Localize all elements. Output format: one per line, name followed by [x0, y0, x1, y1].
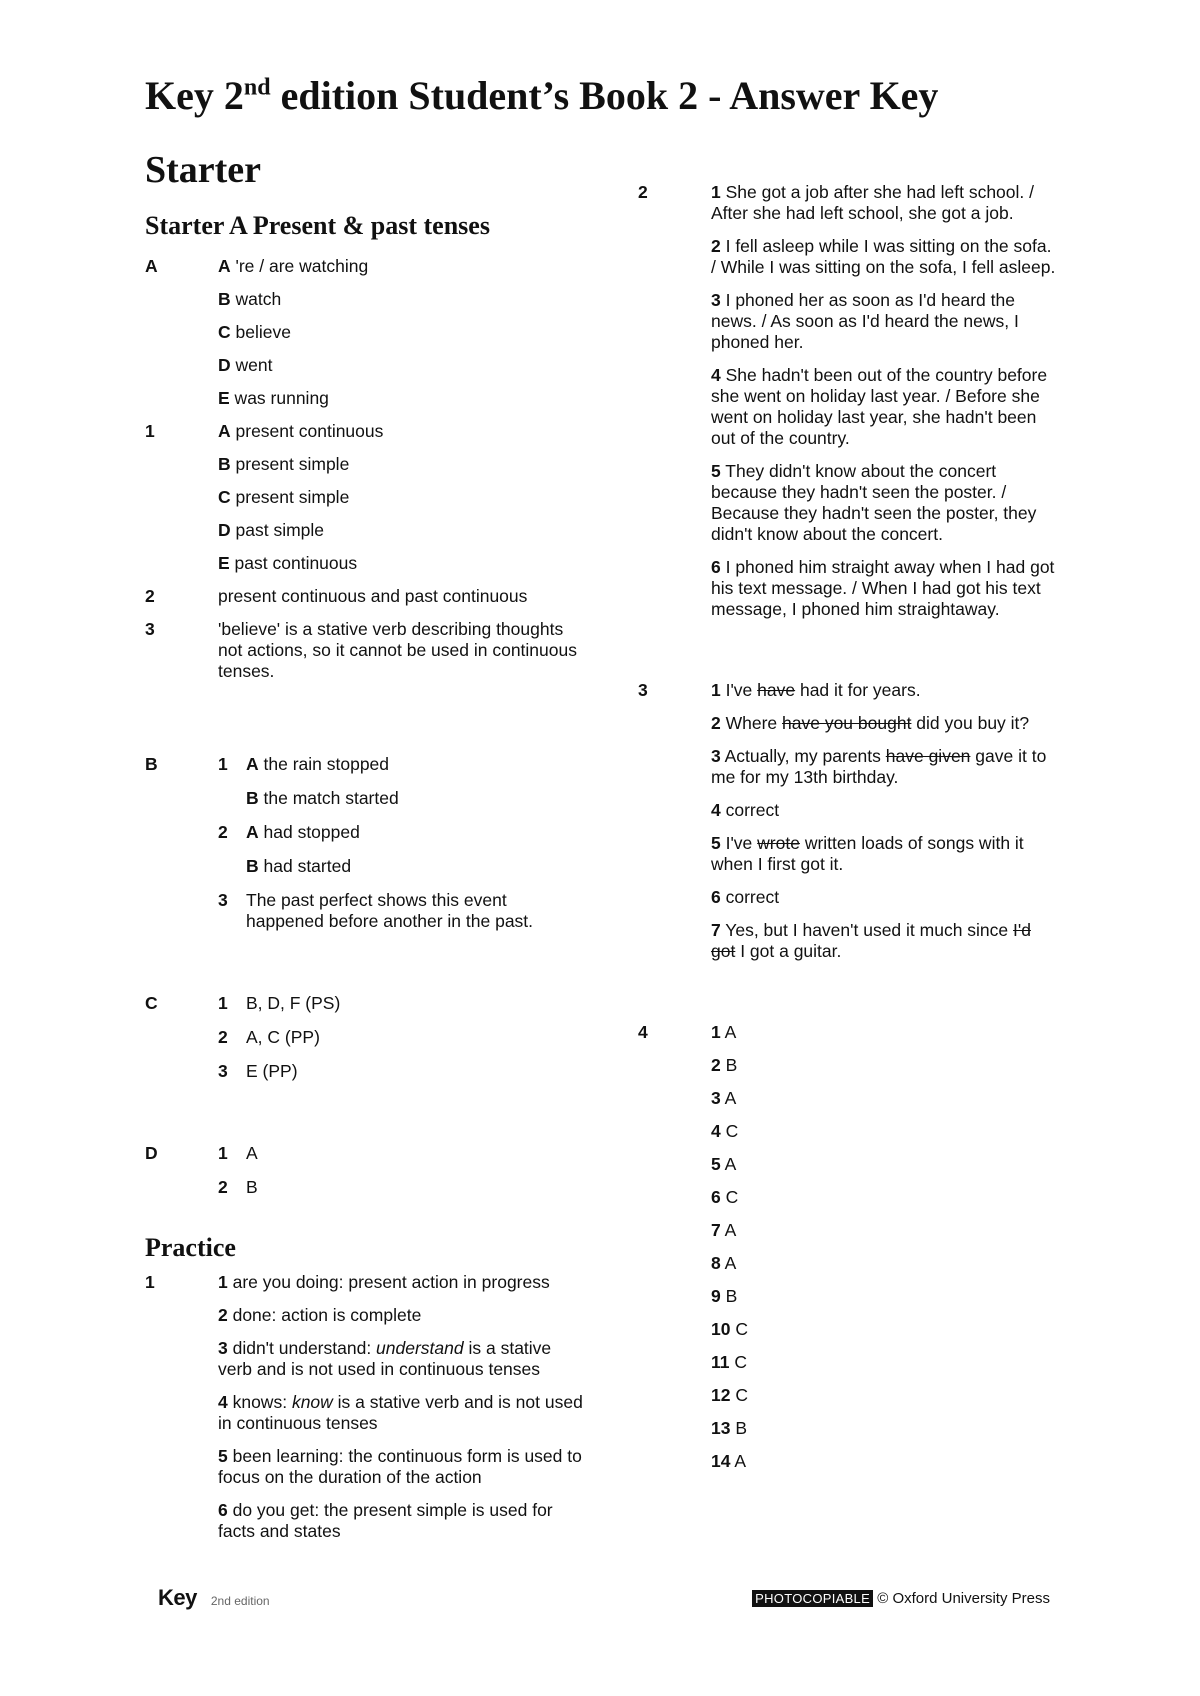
answer-group-b [145, 754, 585, 945]
answer-item: 7 Yes, but I haven't used it much since I'd got I got a guitar. [711, 920, 1031, 961]
answer-item: 3 didn't understand: understand is a stative verb and is not used in continuous tenses [218, 1338, 552, 1379]
answer-item: 3 The past perfect shows this event happened before another in the past. [218, 890, 534, 931]
answer-item: 7 A [711, 1220, 737, 1240]
answer-item: 2 B [711, 1055, 738, 1075]
group-label: 1 [145, 1272, 155, 1292]
photocopiable-badge: PHOTOCOPIABLE [752, 1590, 873, 1607]
page-title: Key 2nd edition Student’s Book 2 - Answer Key [145, 73, 939, 118]
left-column [145, 256, 585, 1211]
answer-item: 1 She got a job after she had left school. / After she had left school, she got a job. [711, 182, 1034, 223]
answer-item: 6 do you get: the present simple is used for facts and states [218, 1500, 553, 1541]
answer-item: 2 Where have you bought did you buy it? [711, 713, 1030, 733]
answer-item: 13 B [711, 1418, 748, 1438]
answer-item: 1 B, D, F (PS) [218, 993, 341, 1013]
struck-text: wrote [757, 833, 800, 853]
footer-edition: 2nd edition [210, 1594, 270, 1608]
practice-column [145, 1272, 585, 1554]
answer-item: 5 They didn't know about the concert because they hadn't seen the poster. / Because they hadn't seen the poster, they didn't know about the concert. [711, 461, 1037, 544]
group-label: D [145, 1143, 158, 1163]
answer-item: 4 knows: know is a stative verb and is not used in continuous tenses [218, 1392, 583, 1433]
group-label: 2 [145, 586, 155, 606]
answer-item: 5 been learning: the continuous form is used to focus on the duration of the action [218, 1446, 582, 1487]
answer-item: 1 A [711, 1022, 737, 1042]
answer-item: 2 done: action is complete [218, 1305, 422, 1325]
answer-item: 3 E (PP) [218, 1061, 298, 1081]
answer-item: 1 are you doing: present action in progress [218, 1272, 550, 1292]
answer-item: 2 I fell asleep while I was sitting on the sofa. / While I was sitting on the sofa, I fell asleep. [711, 236, 1056, 277]
struck-text: have you bought [782, 713, 912, 733]
answer-item: B had started [246, 856, 352, 876]
practice-group-4 [638, 1022, 1058, 1484]
answer-item: D past simple [218, 520, 325, 540]
practice-group-1 [145, 1272, 585, 1554]
answer-item: E was running [218, 388, 329, 408]
answer-item: 10 C [711, 1319, 748, 1339]
answer-item: 4 C [711, 1121, 739, 1141]
answer-item: 5 I've wrote written loads of songs with it when I first got it. [711, 833, 1024, 874]
answer-item: 8 A [711, 1253, 737, 1273]
answer-item: 12 C [711, 1385, 748, 1405]
answer-item: B watch [218, 289, 282, 309]
answer-group-3 [145, 619, 585, 694]
answer-group-1 [145, 421, 585, 586]
answer-item: 3 Actually, my parents have given gave it to me for my 13th birthday. [711, 746, 1047, 787]
answer-item: 3 I phoned her as soon as I'd heard the news. / As soon as I'd heard the news, I phoned her. [711, 290, 1019, 352]
group-label: 2 [638, 182, 648, 202]
answer-item: 1 A the rain stopped [218, 754, 390, 774]
answer-item: 4 She hadn't been out of the country before she went on holiday last year. / Before she went on holiday last year, she hadn't been out of the country. [711, 365, 1048, 448]
practice-group-3 [638, 680, 1058, 974]
answer-item: present continuous and past continuous [218, 586, 528, 606]
answer-group-a [145, 256, 585, 421]
struck-text: have given [885, 746, 971, 766]
answer-item: 4 correct [711, 800, 780, 820]
answer-item: 6 C [711, 1187, 739, 1207]
answer-item: C believe [218, 322, 291, 342]
copyright-text: © Oxford University Press [873, 1590, 1050, 1607]
practice-group-2 [638, 182, 1058, 632]
answer-item: 6 I phoned him straight away when I had got his text message. / When I had got his text message, I phoned him straightaway. [711, 557, 1055, 619]
group-label: A [145, 256, 158, 276]
unit-heading: Starter [145, 149, 262, 191]
answer-item: 'believe' is a stative verb describing thoughts not actions, so it cannot be used in continuous tenses. [218, 619, 577, 681]
answer-item: D went [218, 355, 273, 375]
section-heading: Starter A Present & past tenses [145, 211, 490, 240]
struck-text: have [757, 680, 796, 700]
answer-item: 5 A [711, 1154, 737, 1174]
answer-item: 2 B [218, 1177, 258, 1197]
answer-item: C present simple [218, 487, 350, 507]
right-column [638, 182, 1058, 1484]
answer-group-2 [145, 586, 585, 619]
footer-brand-block [158, 1585, 270, 1611]
answer-item: E past continuous [218, 553, 358, 573]
answer-item: 11 C [711, 1352, 747, 1372]
practice-heading: Practice [145, 1233, 236, 1262]
answer-item: A 're / are watching [218, 256, 369, 276]
key-logo: Key [158, 1585, 197, 1610]
answer-item: 1 A [218, 1143, 258, 1163]
answer-group-d [145, 1143, 585, 1211]
answer-item: 3 A [711, 1088, 737, 1108]
group-label: 3 [145, 619, 155, 639]
group-label: C [145, 993, 158, 1013]
answer-item: 2 A, C (PP) [218, 1027, 320, 1047]
group-label: 4 [638, 1022, 648, 1042]
answer-item: A present continuous [218, 421, 384, 441]
answer-item: B present simple [218, 454, 350, 474]
answer-item: 2 A had stopped [218, 822, 360, 842]
answer-group-c [145, 993, 585, 1095]
answer-item: B the match started [246, 788, 399, 808]
answer-item: 1 I've have had it for years. [711, 680, 921, 700]
answer-item: 6 correct [711, 887, 780, 907]
struck-text: I'd got [711, 920, 1031, 961]
answer-item: 9 B [711, 1286, 738, 1306]
group-label: 3 [638, 680, 648, 700]
group-label: B [145, 754, 158, 774]
answer-item: 14 A [711, 1451, 747, 1471]
footer-copyright-block [752, 1590, 1050, 1607]
group-label: 1 [145, 421, 155, 441]
